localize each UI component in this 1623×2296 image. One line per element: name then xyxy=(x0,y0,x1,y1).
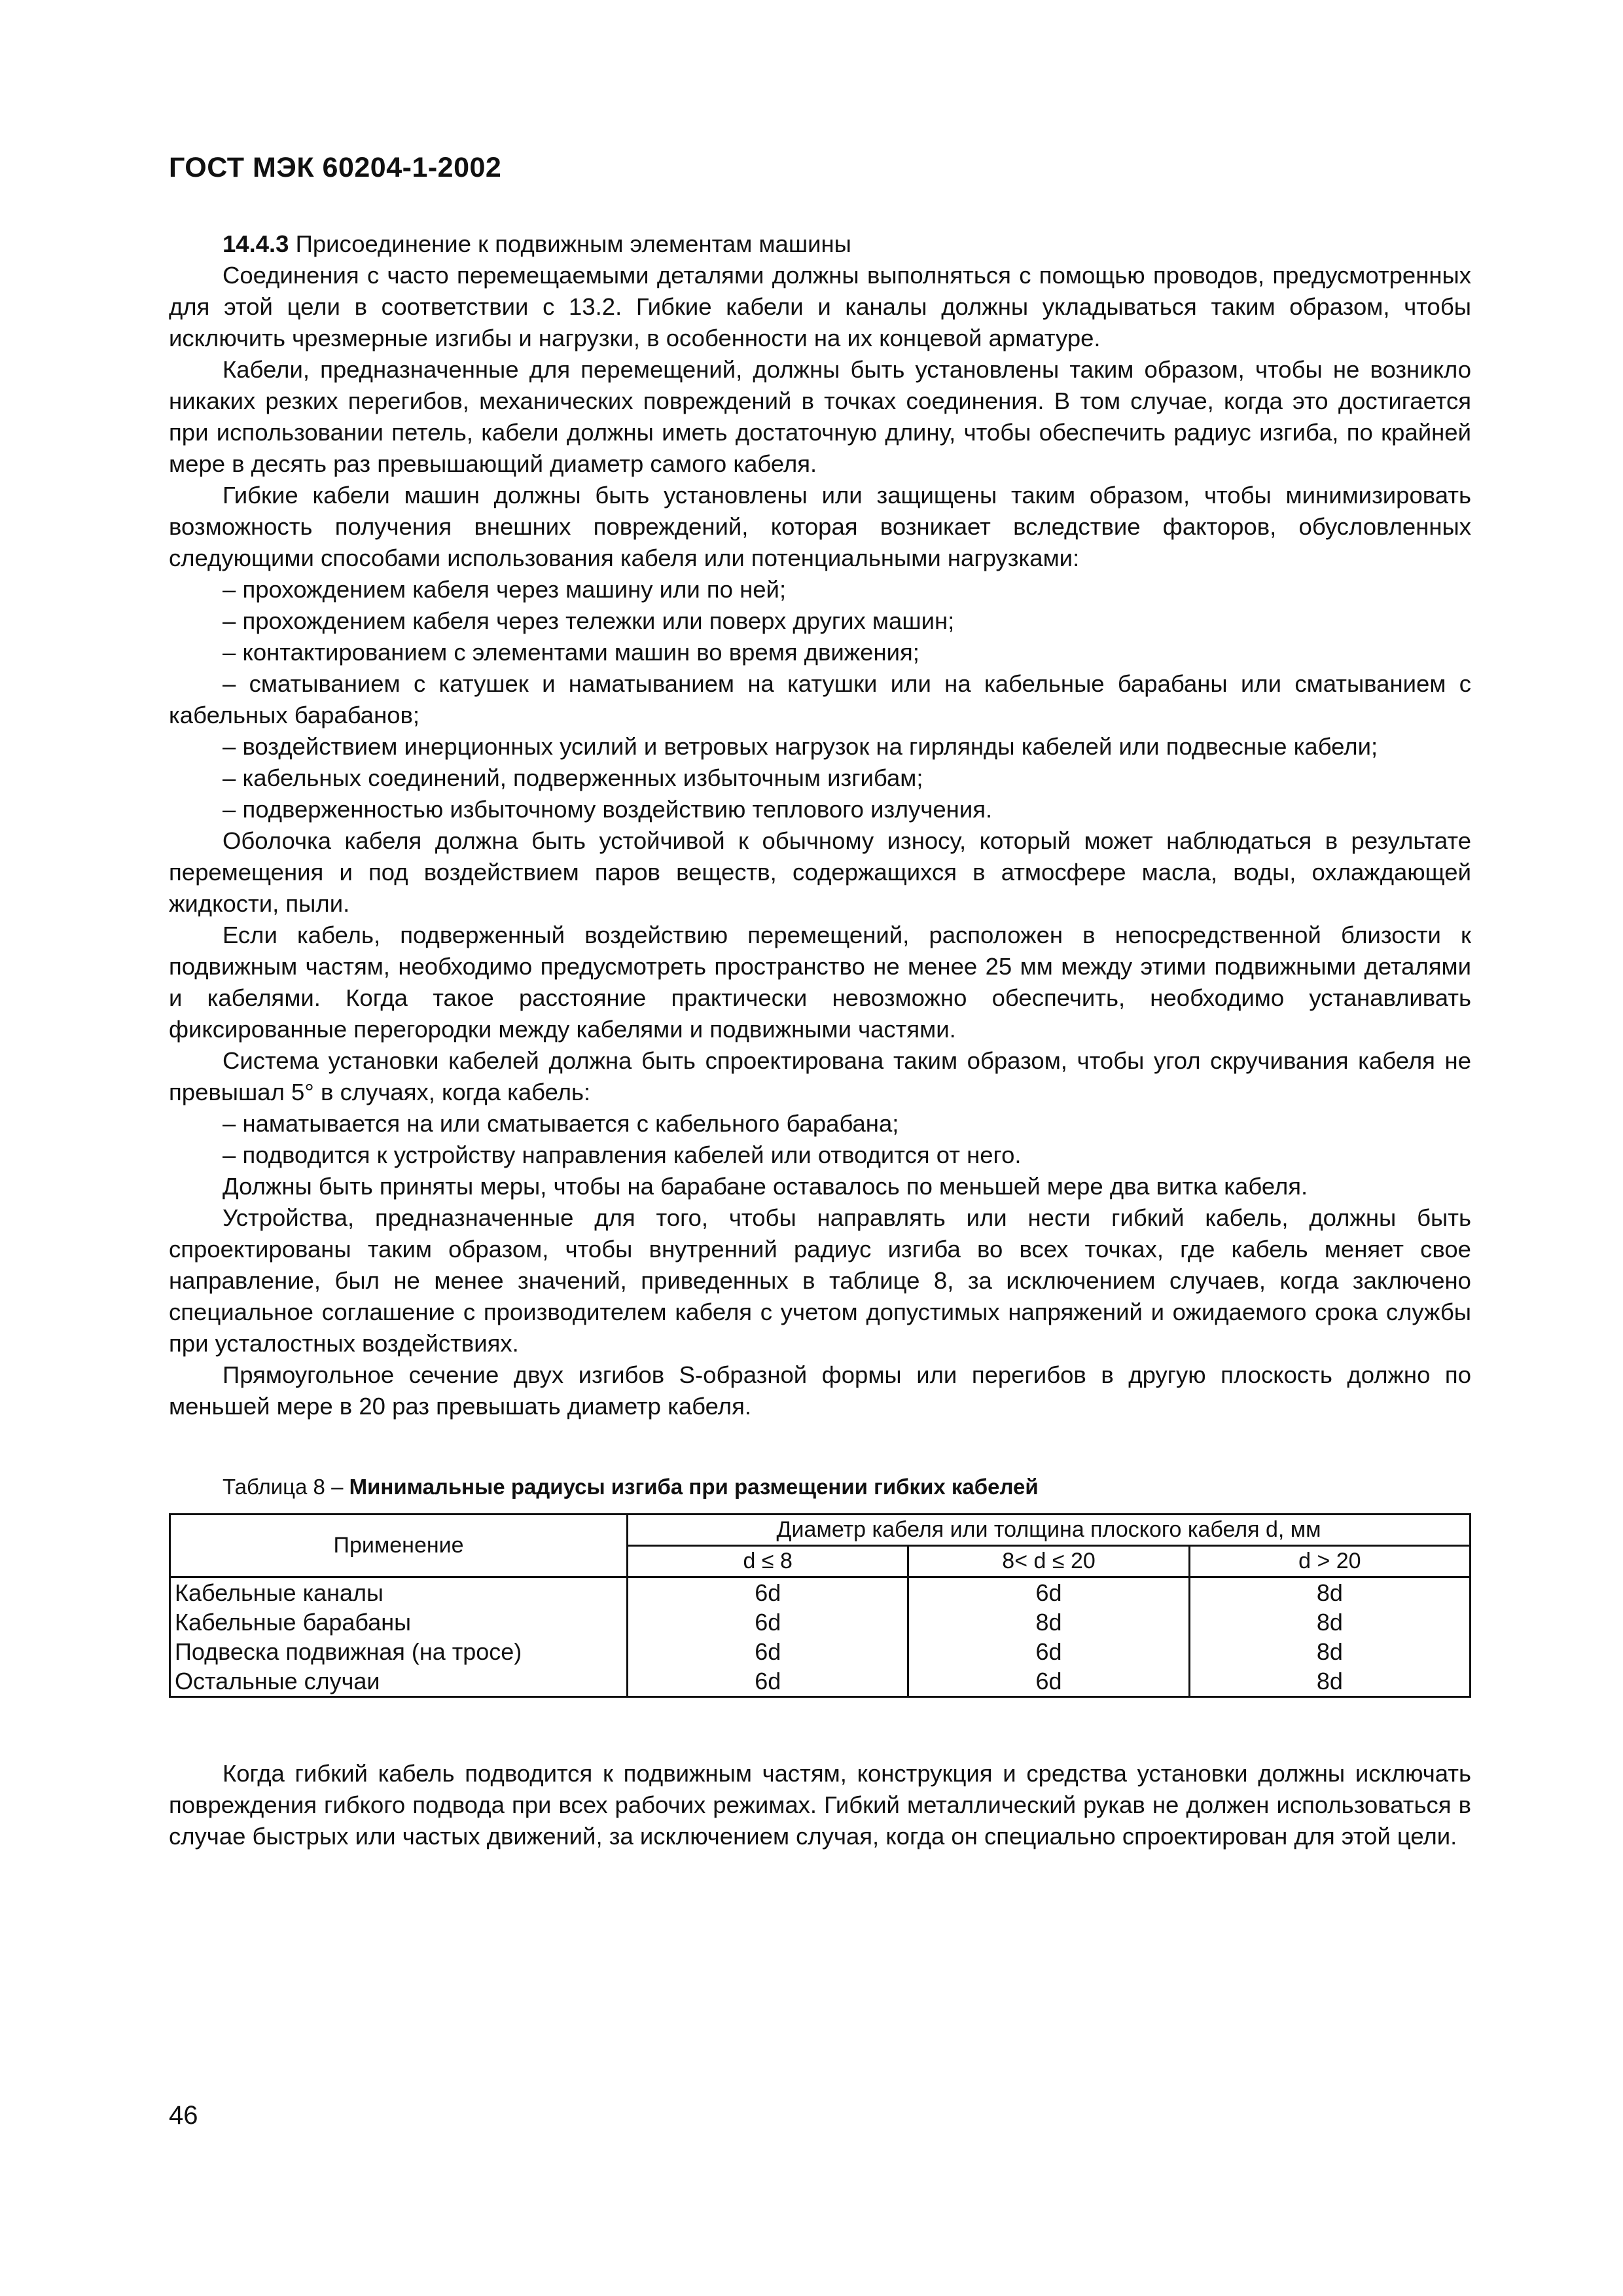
list-item: – сматыванием с катушек и наматыванием на катушки или на кабельные барабаны или сматыванием с кабельных барабанов; xyxy=(169,670,1471,728)
list-item: – контактированием с элементами машин во время движения; xyxy=(223,639,919,666)
table-row xyxy=(170,1607,1471,1637)
document-header: ГОСТ МЭК 60204-1-2002 xyxy=(169,152,502,183)
section-number: 14.4.3 xyxy=(223,230,289,257)
cell-value: 6d xyxy=(628,1666,908,1697)
paragraph: Система установки кабелей должна быть спроектирована таким образом, чтобы угол скручивания кабеля не превышал 5° в случаях, когда кабель: xyxy=(169,1047,1471,1105)
closing-text xyxy=(169,1758,1471,1852)
paragraph: Гибкие кабели машин должны быть установлены или защищены таким образом, чтобы минимизировать возможность получения внешних повреждений, которая возникает вследствие факторов, обусловленных следующими способами использования кабеля или потенциальными нагрузками: xyxy=(169,482,1471,571)
list-item: – воздействием инерционных усилий и ветровых нагрузок на гирлянды кабелей или подвесные кабели; xyxy=(223,733,1378,760)
paragraph: Должны быть приняты меры, чтобы на барабане оставалось по меньшей мере два витка кабеля. xyxy=(223,1173,1308,1200)
paragraph: Оболочка кабеля должна быть устойчивой к обычному износу, который может наблюдаться в результате перемещения и под воздействием паров веществ, содержащихся в атмосфере масла, воды, охлаждающей жидкости, пыли. xyxy=(169,827,1471,917)
body-text xyxy=(169,228,1471,1422)
cell-value: 8d xyxy=(1189,1577,1470,1608)
section-heading xyxy=(169,228,1471,260)
table-caption xyxy=(223,1473,1039,1501)
paragraph: Устройства, предназначенные для того, чтобы направлять или нести гибкий кабель, должны быть спроектированы таким образом, чтобы внутренний радиус изгиба во всех точках, где кабель меняет свое направление, был не менее значений, приведенных в таблице 8, за исключением случаев, когда заключено специальное соглашение с производителем кабеля с учетом допустимых напряжений и ожидаемого срока службы при усталостных воздействиях. xyxy=(169,1204,1471,1357)
cell-application: Остальные случаи xyxy=(170,1666,628,1697)
column-header: d > 20 xyxy=(1189,1546,1470,1577)
column-header-group: Диаметр кабеля или толщина плоского кабеля d, мм xyxy=(628,1515,1471,1546)
list-item: – кабельных соединений, подверженных избыточным изгибам; xyxy=(223,764,923,791)
cell-value: 6d xyxy=(628,1577,908,1608)
list-item: – наматывается на или сматывается с кабельного барабана; xyxy=(223,1110,899,1137)
cell-application: Кабельные барабаны xyxy=(170,1607,628,1637)
list-item: – подверженностью избыточному воздействию теплового излучения. xyxy=(223,796,993,823)
table-caption-prefix: Таблица 8 – xyxy=(223,1475,349,1499)
page-number: 46 xyxy=(169,2101,198,2130)
bend-radius-table xyxy=(169,1513,1471,1698)
column-header-application: Применение xyxy=(170,1515,628,1577)
cell-value: 6d xyxy=(908,1666,1189,1697)
paragraph: Если кабель, подверженный воздействию перемещений, расположен в непосредственной близости к подвижным частям, необходимо предусмотреть пространство не менее 25 мм между этими подвижными деталями и кабелями. Когда такое расстояние практически невозможно обеспечить, необходимо устанавливать фиксированные перегородки между кабелями и подвижными частями. xyxy=(169,922,1471,1043)
cell-value: 6d xyxy=(628,1637,908,1666)
cell-value: 8d xyxy=(1189,1666,1470,1697)
cell-value: 6d xyxy=(908,1577,1189,1608)
cell-value: 6d xyxy=(908,1637,1189,1666)
cell-value: 8d xyxy=(1189,1637,1470,1666)
paragraph: Кабели, предназначенные для перемещений, должны быть установлены таким образом, чтобы не возникло никаких резких перегибов, механических повреждений в точках соединения. В том случае, когда это достигается при использовании петель, кабели должны иметь достаточную длину, чтобы обеспечить радиус изгиба, по крайней мере в десять раз превышающий диаметр самого кабеля. xyxy=(169,356,1471,477)
cell-application: Кабельные каналы xyxy=(170,1577,628,1608)
column-header: d ≤ 8 xyxy=(628,1546,908,1577)
table-row xyxy=(170,1577,1471,1608)
column-header: 8< d ≤ 20 xyxy=(908,1546,1189,1577)
paragraph: Когда гибкий кабель подводится к подвижным частям, конструкция и средства установки должны исключать повреждения гибкого подвода при всех рабочих режимах. Гибкий металлический рукав не должен использоваться в случае быстрых или частых движений, за исключением случая, когда он специально спроектирован для этой цели. xyxy=(169,1760,1471,1850)
section-title: Присоединение к подвижным элементам машины xyxy=(289,230,851,257)
table-caption-title: Минимальные радиусы изгиба при размещении гибких кабелей xyxy=(349,1475,1039,1499)
cell-value: 8d xyxy=(908,1607,1189,1637)
cell-value: 8d xyxy=(1189,1607,1470,1637)
list-item: – подводится к устройству направления кабелей или отводится от него. xyxy=(223,1141,1022,1168)
paragraph: Соединения с часто перемещаемыми деталями должны выполняться с помощью проводов, предусмотренных для этой цели в соответствии с 13.2. Гибкие кабели и каналы должны укладываться таким образом, чтобы исключить чрезмерные изгибы и нагрузки, в особенности на их концевой арматуре. xyxy=(169,262,1471,351)
paragraph: Прямоугольное сечение двух изгибов S-образной формы или перегибов в другую плоскость должно по меньшей мере в 20 раз превышать диаметр кабеля. xyxy=(169,1361,1471,1420)
table-row xyxy=(170,1666,1471,1697)
list-item: – прохождением кабеля через машину или по ней; xyxy=(223,576,787,603)
cell-application: Подвеска подвижная (на тросе) xyxy=(170,1637,628,1666)
table-row xyxy=(170,1637,1471,1666)
list-item: – прохождением кабеля через тележки или поверх других машин; xyxy=(223,607,955,634)
cell-value: 6d xyxy=(628,1607,908,1637)
